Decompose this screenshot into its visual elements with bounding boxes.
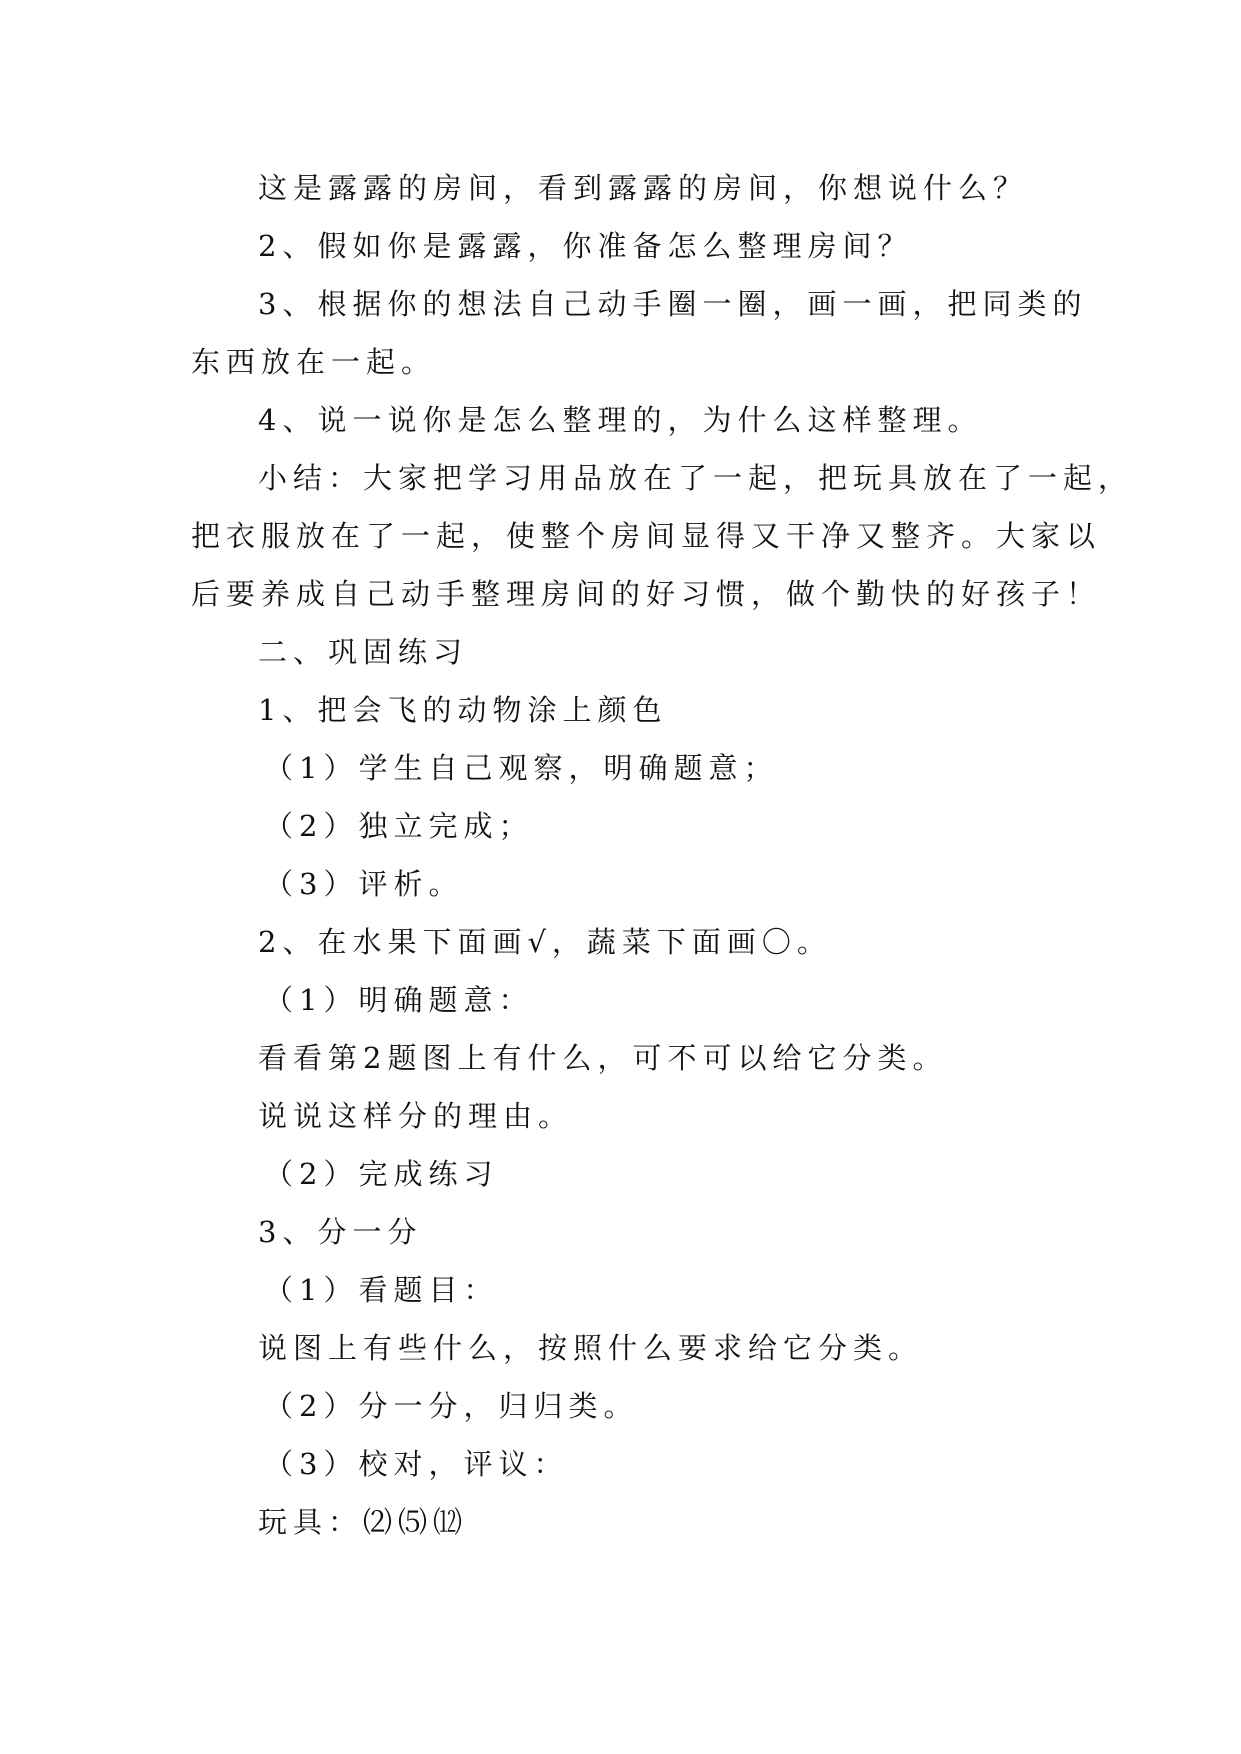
text-line: （2）完成练习 bbox=[264, 1157, 499, 1191]
text-line: 4、说一说你是怎么整理的，为什么这样整理。 bbox=[258, 403, 983, 437]
text-line: 这是露露的房间，看到露露的房间，你想说什么？ bbox=[258, 171, 1029, 205]
text-line: 东西放在一起。 bbox=[191, 345, 437, 379]
text-line: 看看第2题图上有什么，可不可以给它分类。 bbox=[258, 1041, 948, 1075]
text-line: 小结：大家把学习用品放在了一起，把玩具放在了一起， bbox=[258, 461, 1134, 495]
text-line: 1、把会飞的动物涂上颜色 bbox=[258, 693, 668, 727]
text-line: （2）分一分，归归类。 bbox=[264, 1389, 639, 1423]
text-line: （2）独立完成； bbox=[264, 809, 534, 843]
text-line: 3、根据你的想法自己动手圈一圈，画一画，把同类的 bbox=[258, 287, 1088, 321]
section-heading: 二、巩固练习 bbox=[258, 635, 469, 669]
text-line: （1）学生自己观察，明确题意； bbox=[264, 751, 779, 785]
text-line: （3）校对，评议： bbox=[264, 1447, 569, 1481]
text-line: 说图上有些什么，按照什么要求给它分类。 bbox=[258, 1331, 924, 1365]
text-line: 玩具：⑵⑸⑿ bbox=[258, 1505, 469, 1539]
text-line: 3、分一分 bbox=[258, 1215, 423, 1249]
text-line: （1）明确题意： bbox=[264, 983, 534, 1017]
text-line: （3）评析。 bbox=[264, 867, 464, 901]
text-line: 把衣服放在了一起，使整个房间显得又干净又整齐。大家以 bbox=[191, 519, 1102, 553]
text-line: 后要养成自己动手整理房间的好习惯，做个勤快的好孩子！ bbox=[191, 577, 1102, 611]
text-line: 2、假如你是露露，你准备怎么整理房间？ bbox=[258, 229, 913, 263]
text-line: 说说这样分的理由。 bbox=[258, 1099, 574, 1133]
text-line: 2、在水果下面画√，蔬菜下面画〇。 bbox=[258, 925, 832, 959]
text-line: （1）看题目： bbox=[264, 1273, 499, 1307]
